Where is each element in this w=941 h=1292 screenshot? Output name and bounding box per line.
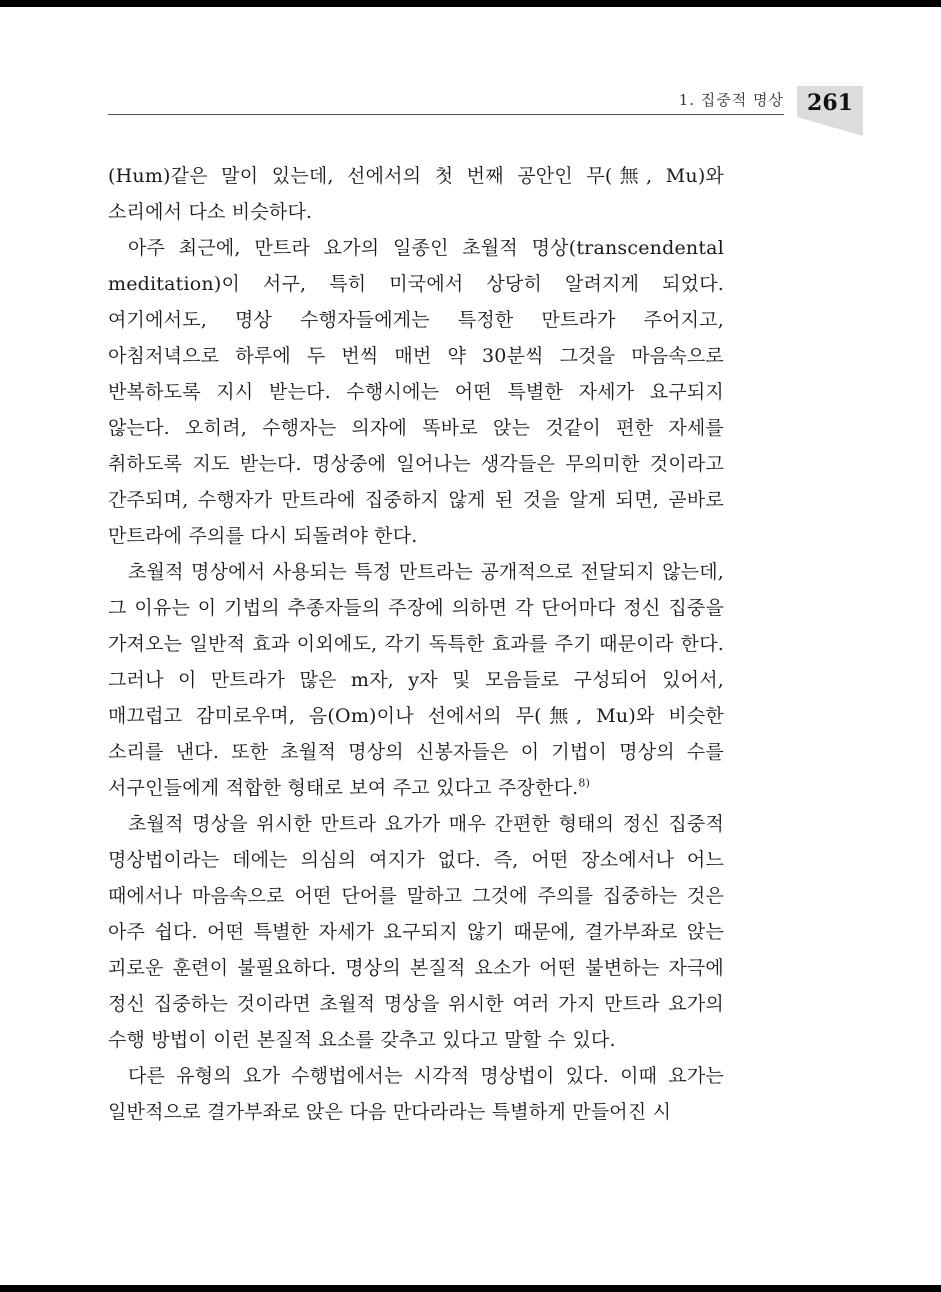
bottom-border [0,1285,941,1292]
top-border [0,0,941,7]
page-number: 261 [807,90,853,116]
footnote-marker: 8) [578,776,591,790]
paragraph-3-text: 초월적 명상에서 사용되는 특정 만트라는 공개적으로 전달되지 않는데, 그 이유는 이 기법의 추종자들의 주장에 의하면 각 단어마다 정신 집중을 가져오는 일반적 효과 이외에도, 각기 독특한 효과를 주기 때문이라 한다. 그러나 이 만트라가 많은 m자, y자 및 모음들로 구성되어 있어서, 매끄럽고 감미로우며, 음(Om)이나 선에서의 무(無, Mu)와 비슷한 소리를 낸다. 또한 초월적 명상의 신봉자들은 이 기법이 명상의 수를 서구인들에게 적합한 형태로 보여 주고 있다고 주장한다. [108,561,724,799]
paragraph-4: 초월적 명상을 위시한 만트라 요가가 매우 간편한 형태의 정신 집중적 명상법이라는 데에는 의심의 여지가 없다. 즉, 어떤 장소에서나 어느 때에서나 마음속으로 어떤 단어를 말하고 그것에 주의를 집중하는 것은 아주 쉽다. 어떤 특별한 자세가 요구되지 않기 때문에, 결가부좌로 앉는 괴로운 훈련이 불필요하다. 명상의 본질적 요소가 어떤 불변하는 자극에 정신 집중하는 것이라면 초월적 명상을 위시한 여러 가지 만트라 요가의 수행 방법이 이런 본질적 요소를 갖추고 있다고 말할 수 있다. [108,813,724,1051]
paragraph-2: 아주 최근에, 만트라 요가의 일종인 초월적 명상(transcendental meditation)이 서구, 특히 미국에서 상당히 알려지게 되었다. 여기에서도, 명상 수행자들에게는 특정한 만트라가 주어지고, 아침저녁으로 하루에 두 번씩 매번 약 30분씩 그것을 마음속으로 반복하도록 지시 받는다. 수행시에는 어떤 특별한 자세가 요구되지 않는다. 오히려, 수행자는 의자에 똑바로 앉는 것같이 편한 자세를 취하도록 지도 받는다. 명상중에 일어나는 생각들은 무의미한 것이라고 간주되며, 수행자가 만트라에 집중하지 않게 된 것을 알게 되면, 곧바로 만트라에 주의를 다시 되돌려야 한다. [108,237,724,547]
chapter-title: 1. 집중적 명상 [678,91,784,109]
paragraph-5: 다른 유형의 요가 수행법에서는 시각적 명상법이 있다. 이때 요가는 일반적으로 결가부좌로 앉은 다음 만다라라는 특별하게 만들어진 시 [108,1065,724,1123]
body-text [108,158,724,1130]
running-header [108,86,784,115]
paragraph-3 [108,554,724,806]
paragraph-1: (Hum)같은 말이 있는데, 선에서의 첫 번째 공안인 무(無, Mu)와 소리에서 다소 비슷하다. [108,165,724,223]
